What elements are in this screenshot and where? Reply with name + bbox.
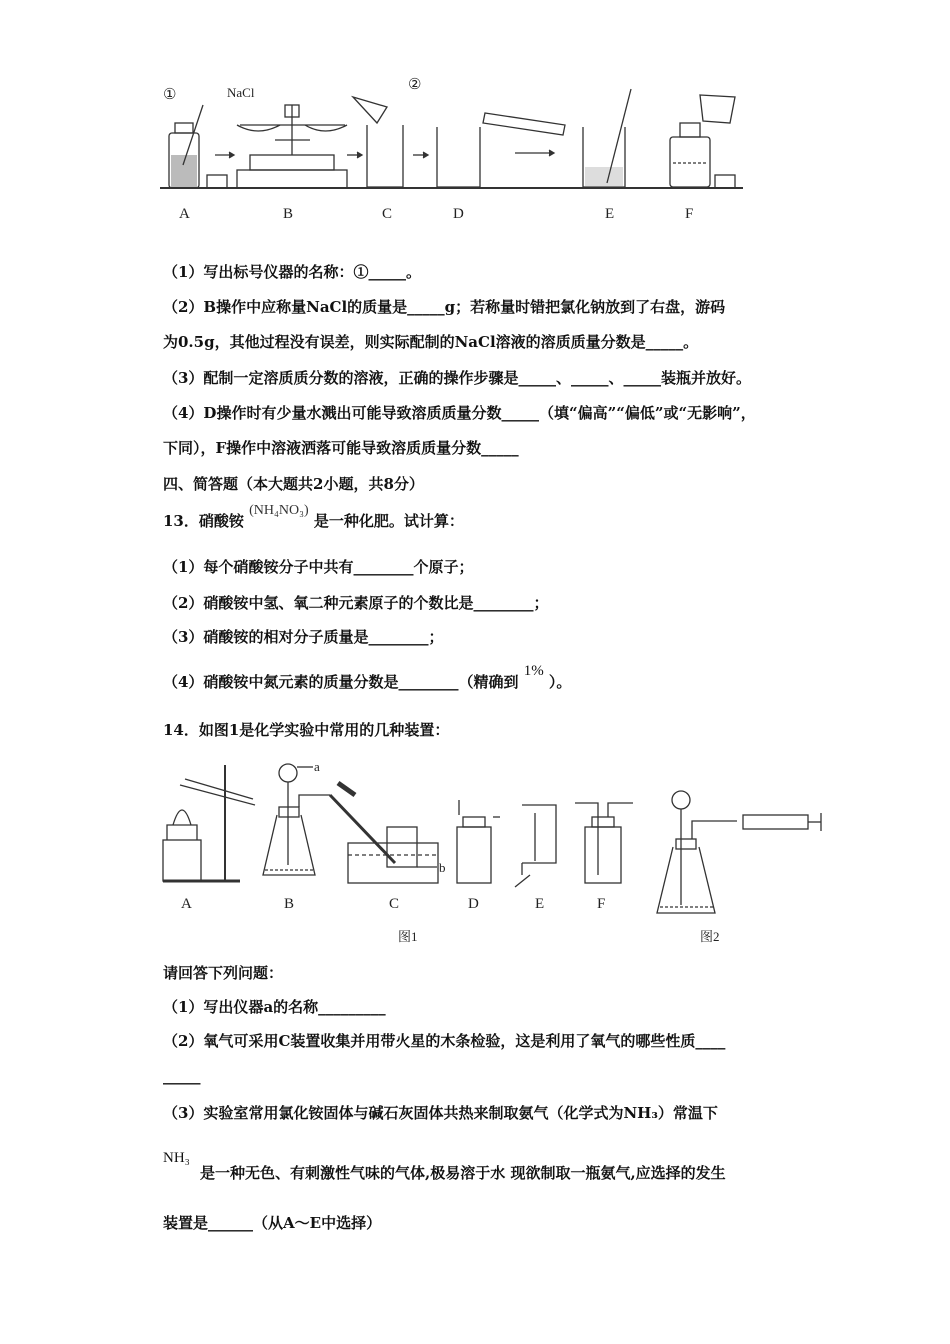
answer-prompt: 请回答下列问题： [163,964,284,982]
fig2-caption-1: 图1 [398,929,418,944]
fig2-mark-a: a [314,759,320,774]
fig1-label-a: A [179,206,190,222]
q4-part2: 下同），F操作中溶液洒落可能导致溶质质量分数_____ [163,439,519,457]
fig2-caption-2: 图2 [700,929,720,944]
figure-solution-preparation [155,75,755,225]
fig2-label-e: E [535,896,545,912]
section-heading: 四、简答题（本大题共2小题，共8分） [163,475,424,493]
q13-4-precision: 1% [523,663,544,679]
fig2-label-a: A [181,896,192,912]
fig1-label-f: F [685,206,694,222]
q2-part1: （2）B操作中应称量NaCl的质量是_____g；若称量时错把氯化钠放到了右盘，游码 [163,298,726,316]
q13-formula: (NH₄NO₃) [249,503,309,518]
fig1-label-b: B [283,206,294,222]
q13-1: （1）每个硝酸铵分子中共有________个原子； [163,558,474,576]
fig1-label-d: D [453,206,464,222]
q14-2-part1: （2）氧气可采用C装置收集并用带火星的木条检验，这是利用了氧气的哪些性质____ [163,1032,726,1050]
fig2-label-d: D [468,896,479,912]
fig1-label-c: C [382,206,393,222]
q13-4-end: ）。 [548,673,572,691]
fig2-label-f: F [597,896,606,912]
fig1-label-e: E [605,206,615,222]
q13-4-text: （4）硝酸铵中氮元素的质量分数是________（精确到 [163,673,519,691]
q2-part2: 为0.5g，其他过程没有误差，则实际配制的NaCl溶液的溶质质量分数是_____。 [163,333,699,351]
q14-2-part2: _____ [163,1067,201,1085]
fig2-mark-b: b [439,860,446,875]
q13-stem [163,503,464,531]
q14-stem: 14．如图1是化学实验中常用的几种装置： [163,721,450,739]
q1: （1）写出标号仪器的名称：①_____。 [163,263,421,281]
q14-3-formula: NH₃ [163,1150,190,1166]
q13-3: （3）硝酸铵的相对分子质量是________； [163,628,444,646]
q14-3-part1: （3）实验室常用氯化铵固体与碱石灰固体共热来制取氨气（化学式为NH₃）常温下 [163,1104,718,1122]
q13-2: （2）硝酸铵中氢、氧二种元素原子的个数比是________； [163,594,549,612]
q3: （3）配制一定溶质质分数的溶液，正确的操作步骤是_____、_____、_____装瓶并放好。 [163,369,751,387]
fig2-label-b: B [284,896,295,912]
fig2-label-c: C [389,896,400,912]
fig1-mark-1: ① [163,87,177,103]
q14-1: （1）写出仪器a的名称_________ [163,998,386,1016]
figure-lab-apparatus [155,755,830,950]
q13-suffix: 是一种化肥。试计算： [313,512,464,530]
fig1-mark-2: ② [408,77,422,93]
fig1-mark-nacl: NaCl [227,85,255,100]
q14-3-part2: 是一种无色、有刺激性气味的气体,极易溶于水 现欲制取一瓶氨气,应选择的发生 [200,1164,726,1182]
q13-4 [163,663,572,692]
q4-part1: （4）D操作时有少量水溅出可能导致溶质质量分数_____（填“偏高”“偏低”或“无影响”， [163,404,756,422]
q14-3-part3: 装置是______（从A～E中选择） [163,1214,382,1232]
q13-prefix: 13．硝酸铵 [163,512,244,530]
